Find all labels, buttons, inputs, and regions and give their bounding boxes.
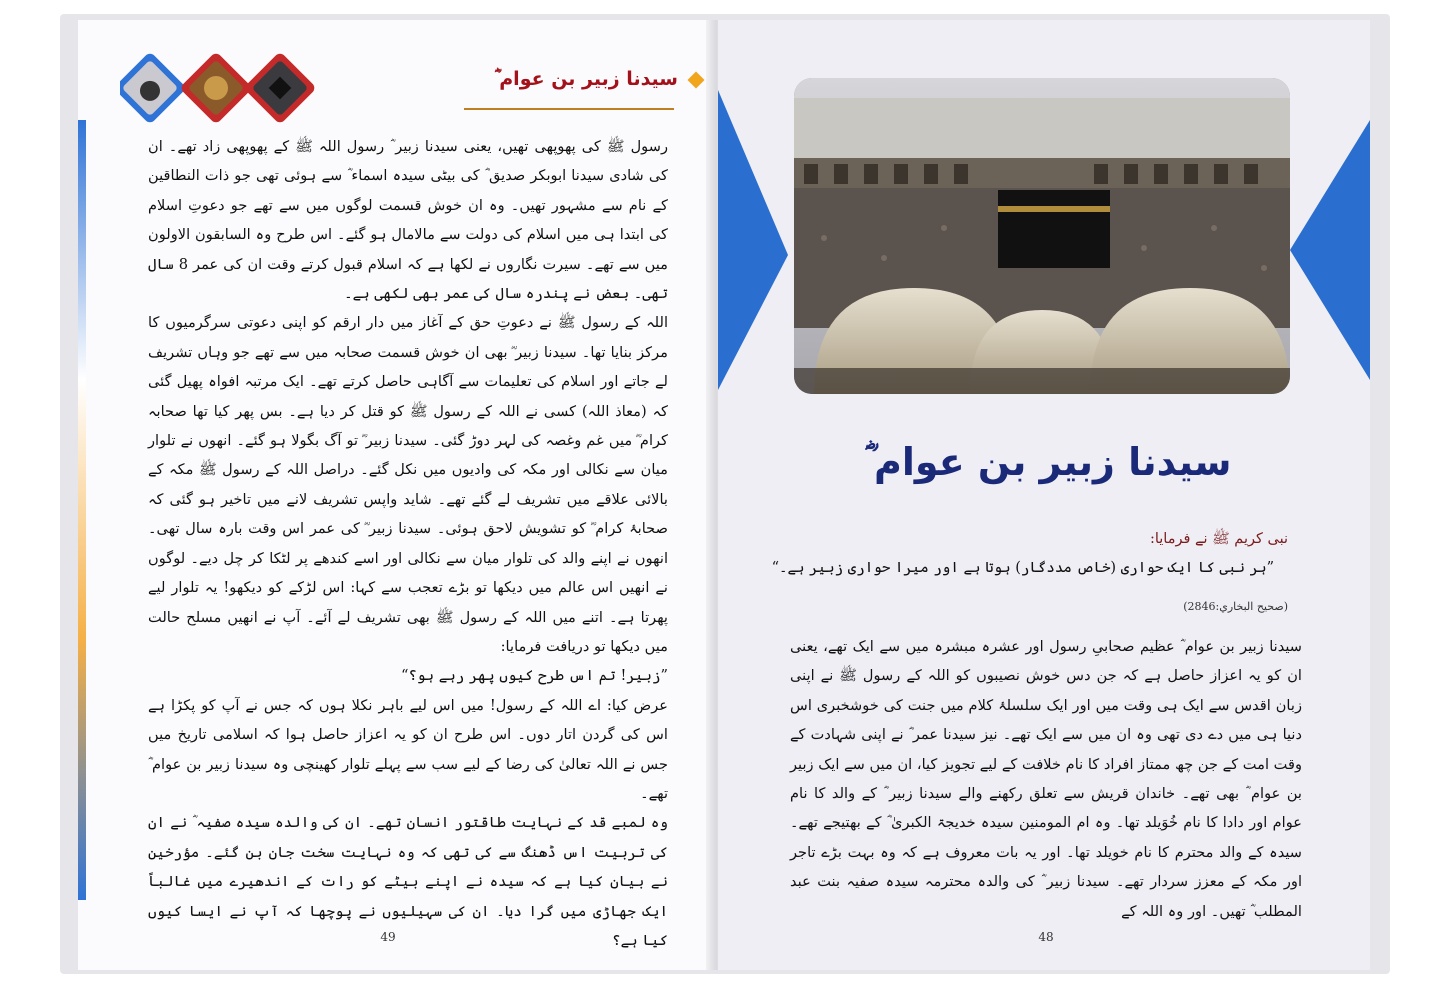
header-bullet-icon (688, 72, 705, 89)
chapter-title: سیدنا زبیر بن عوام ؓ (864, 440, 1232, 484)
quote-paragraph: ”زبیر! تم اس طرح کیوں پھر رہے ہو؟“ (400, 667, 668, 685)
header-ornaments (120, 44, 320, 140)
left-page (78, 20, 715, 970)
page-number: 48 (1024, 924, 1068, 950)
paragraph: رسول ﷺ کی پھوپھی تھیں، یعنی سیدنا زبیر ؓ رسول اللہ ﷺ کے پھوپھی زاد تھے۔ ان کی شادی سیدنا ابوبکر صدیق ؓ کی بیٹی سیدہ اسماء ؓ سے ہوئی تھی جو ذات النطاقین کے نام سے مشہور تھیں۔ وہ ان خوش قسمت لوگوں میں سے تھے جو دعوتِ اسلام کی ابتدا ہی میں اسلام کی دولت سے مالامال ہو گئے۔ اس طرح وہ السابقون الاولون میں سے تھے۔ سیرت نگاروں نے لکھا ہے کہ اسلام قبول کرتے وقت ان کی عمر 8 سال تھی۔ بعض نے پندرہ سال کی عمر بھی لکھی ہے۔ (148, 138, 668, 303)
hadith-quote: ”ہر نبی کا ایک حواری (خاص مددگار) ہوتا ہے اور میرا حواری زبیر ہے۔“ (771, 560, 1274, 576)
page-edge-strip (78, 120, 86, 900)
blue-triangle-left (718, 90, 788, 390)
kaaba-photo (794, 78, 1290, 394)
hadith-reference: (صحیح البخاري:2846) (1183, 600, 1288, 613)
paragraph: اللہ کے رسول ﷺ نے دعوتِ حق کے آغاز میں دار ارقم کو اپنی دعوتی سرگرمیوں کا مرکز بنایا تھا۔ سیدنا زبیر ؓ بھی ان خوش قسمت صحابہ میں سے تھے جو وہاں تشریف لے جاتے اور اسلام کی تعلیمات سے آگاہی حاصل کرتے تھے۔ ایک مرتبہ افواہ پھیل گئی کہ (معاذ اللہ) کسی نے اللہ کے رسول ﷺ کو قتل کر دیا ہے۔ بس پھر کیا تھا صحابہ کرام ؓ میں غم وغصہ کی لہر دوڑ گئی۔ سیدنا زبیر ؓ تو آگ بگولا ہو گئے۔ انھوں نے تلوار میان سے نکالی اور مکہ کی وادیوں میں نکل گئے۔ دراصل اللہ کے رسول ﷺ مکہ کے بالائی علاقے میں تشریف لے گئے تھے۔ شاید واپس تشریف لانے میں تاخیر ہو گئی کہ صحابۂ کرام ؓ کو تشویش لاحق ہوئی۔ سیدنا زبیر ؓ کی عمر اس وقت بارہ سال تھی۔ انھوں نے اپنے والد کی تلوار میان سے نکالی اور اسے کندھے پر لٹکا کر چل دیے۔ لوگوں نے انھیں اس عالم میں دیکھا تو بڑے تعجب سے کہا: اس لڑکے کو دیکھو! یہ تلوار لیے پھرتا ہے۔ اتنے میں اللہ کے رسول ﷺ بھی تشریف لے آئے۔ آپ نے انھیں مسلح حالت میں دیکھا تو دریافت فرمایا: (148, 314, 668, 655)
paragraph: سیدنا زبیر بن عوام ؓ عظیم صحابیِ رسول اور عشرہ مبشرہ میں سے ایک تھے، یعنی ان کو یہ اعزاز حاصل ہے کہ جن دس خوش نصیبوں کو اللہ کے رسول ﷺ نے اپنی زبان اقدس سے ایک ہی وقت میں اور ایک سلسلۂ کلام میں جنت کی خوشخبری اس دنیا ہی میں دے دی تھی وہ ان میں سے ایک تھے۔ نیز سیدنا عمر ؓ نے اپنی شہادت کے وقت امت کے جن چھ ممتاز افراد کا نام خلافت کے لیے تجویز کیا، ان میں سے ایک زبیر بن عوام ؓ بھی تھے۔ خاندان قریش سے تعلق رکھنے والے سیدنا زبیر ؓ کے والد کا نام عوام اور دادا کا نام خُوَیلد تھا۔ وہ ام المومنین سیدہ خدیجۃ الکبریٰ ؓ کے بھتیجے تھے۔ سیدہ کے والد محترم کا نام خویلد تھا۔ اور یہ بات معروف ہے کہ وہ بہت بڑے تاجر اور مکہ کے معزز سردار تھے۔ سیدنا زبیر ؓ کی والدہ محترمہ سیدہ صفیہ بنت عبد المطلب ؓ تھیں۔ اور وہ اللہ کے (790, 638, 1302, 920)
running-header: سیدنا زبیر بن عوام ؓ (494, 68, 678, 90)
right-body-text (790, 632, 1302, 926)
hadith-intro: نبی کریم ﷺ نے فرمایا: (1149, 531, 1288, 547)
ornament-diamonds-icon (120, 44, 320, 140)
page-number: 49 (366, 924, 410, 950)
header-underline (464, 108, 674, 110)
paragraph: وہ لمبے قد کے نہایت طاقتور انسان تھے۔ ان کی والدہ سیدہ صفیہ ؓ نے ان کی تربیت اس ڈھنگ سے کی تھی کہ وہ نہایت سخت جان بن گئے۔ مؤرخین نے بیان کیا ہے کہ سیدہ نے اپنے بیٹے کو رات کے اندھیرے میں غالباً ایک جھاڑی میں گرا دیا۔ ان کی سہیلیوں نے پوچھا کہ آپ نے ایسا کیوں کیا ہے؟ (148, 814, 668, 949)
right-page (718, 20, 1370, 970)
blue-triangle-right (1290, 120, 1370, 380)
left-body-text (148, 132, 668, 955)
kaaba-image-icon (794, 78, 1290, 394)
paragraph: عرض کیا: اے اللہ کے رسول! میں اس لیے باہر نکلا ہوں کہ جس نے آپ کو پکڑا ہے اس کی گردن اتار دوں۔ اس طرح ان کو یہ اعزاز حاصل ہوا کہ اسلامی تاریخ میں جس نے اللہ تعالیٰ کی رضا کے لیے سب سے پہلے تلوار کھینچی وہ سیدنا زبیر بن عوام ؓ تھے۔ (148, 696, 668, 802)
